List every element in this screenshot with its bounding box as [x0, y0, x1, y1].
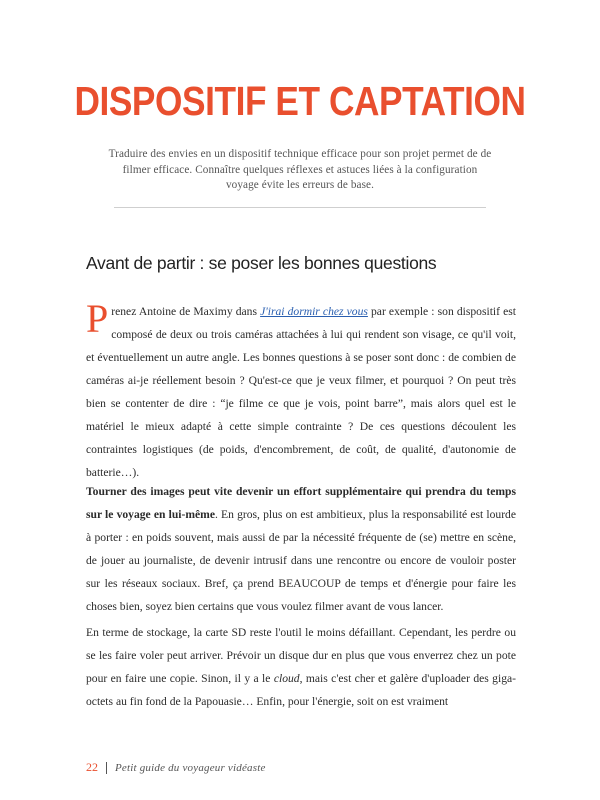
paragraph-3 — [86, 621, 516, 713]
intro-divider — [114, 207, 486, 208]
paragraph-3-text-a: En terme de stockage, la carte SD reste l'outil le moins défaillant. Cependant, les perdre ou se les faire voler peut arriver. Prévoir un disque dur en plus que vous enverrez chez un pote pour en faire une copie. Sinon, il y a le — [86, 626, 516, 685]
paragraph-1 — [86, 296, 516, 484]
paragraph-2 — [86, 480, 516, 618]
chapter-title: DISPOSITIF ET CAPTATION — [74, 78, 526, 124]
drop-cap: P — [86, 296, 109, 341]
paragraph-2-bold-lead: Tourner des images peut vite devenir un effort supplémentaire qui prendra du temps sur le voyage en lui-même — [86, 485, 516, 521]
section-heading: Avant de partir : se poser les bonnes questions — [86, 253, 437, 273]
book-title: Petit guide du voyageur vidéaste — [115, 761, 266, 774]
page-number: 22 — [86, 760, 98, 774]
paragraph-1-text-a: renez Antoine de Maximy dans — [111, 305, 261, 318]
show-title-link[interactable]: J'irai dormir chez vous — [260, 305, 368, 318]
footer-separator — [106, 762, 107, 774]
page-footer — [86, 760, 266, 775]
paragraph-3-italic: cloud — [273, 672, 300, 685]
paragraph-2-text: . En gros, plus on est ambitieux, plus la responsabilité est lourde à porter : en poids souvent, mais aussi de par la nécessité fréquente de (se) mettre en scène, de jouer au journaliste, de devenir intrusif dans une rencontre ou encore de vouloir poster sur les réseaux sociaux. Bref, ça prend BEAUCOUP de temps et d'énergie pour faire les choses bien, soyez bien certains que vous voulez filmer avant de vous lancer. — [86, 508, 516, 613]
paragraph-1-text-b: par exemple : son dispositif est composé de deux ou trois caméras attachées à lui qui rendent son visage, ce qu'il voit, et éventuellement un autre angle. Les bonnes questions à se poser sont donc : de combien de caméras ai-je réellement besoin ? Qu'est-ce que je veux filmer, et pourquoi ? On peut très bien se contenter de dire : “je filme ce que je vois, point barre”, mais alors quel est le matériel le mieux adapté à cette simple contrainte ? De ces questions découlent les contraintes logistiques (de poids, d'encombrement, de coût, de qualité, d'autonomie de batterie…). — [86, 305, 516, 479]
chapter-intro: Traduire des envies en un dispositif technique efficace pour son projet permet de de filmer efficace. Connaître quelques réflexes et astuces liées à la configuration voyage évite les erreurs de base. — [108, 148, 492, 191]
paragraph-3-text-b: , mais c'est cher et galère d'uploader des giga-octets au fin fond de la Papouasie… Enfin, pour l'énergie, soit on est vraiment — [86, 672, 517, 708]
